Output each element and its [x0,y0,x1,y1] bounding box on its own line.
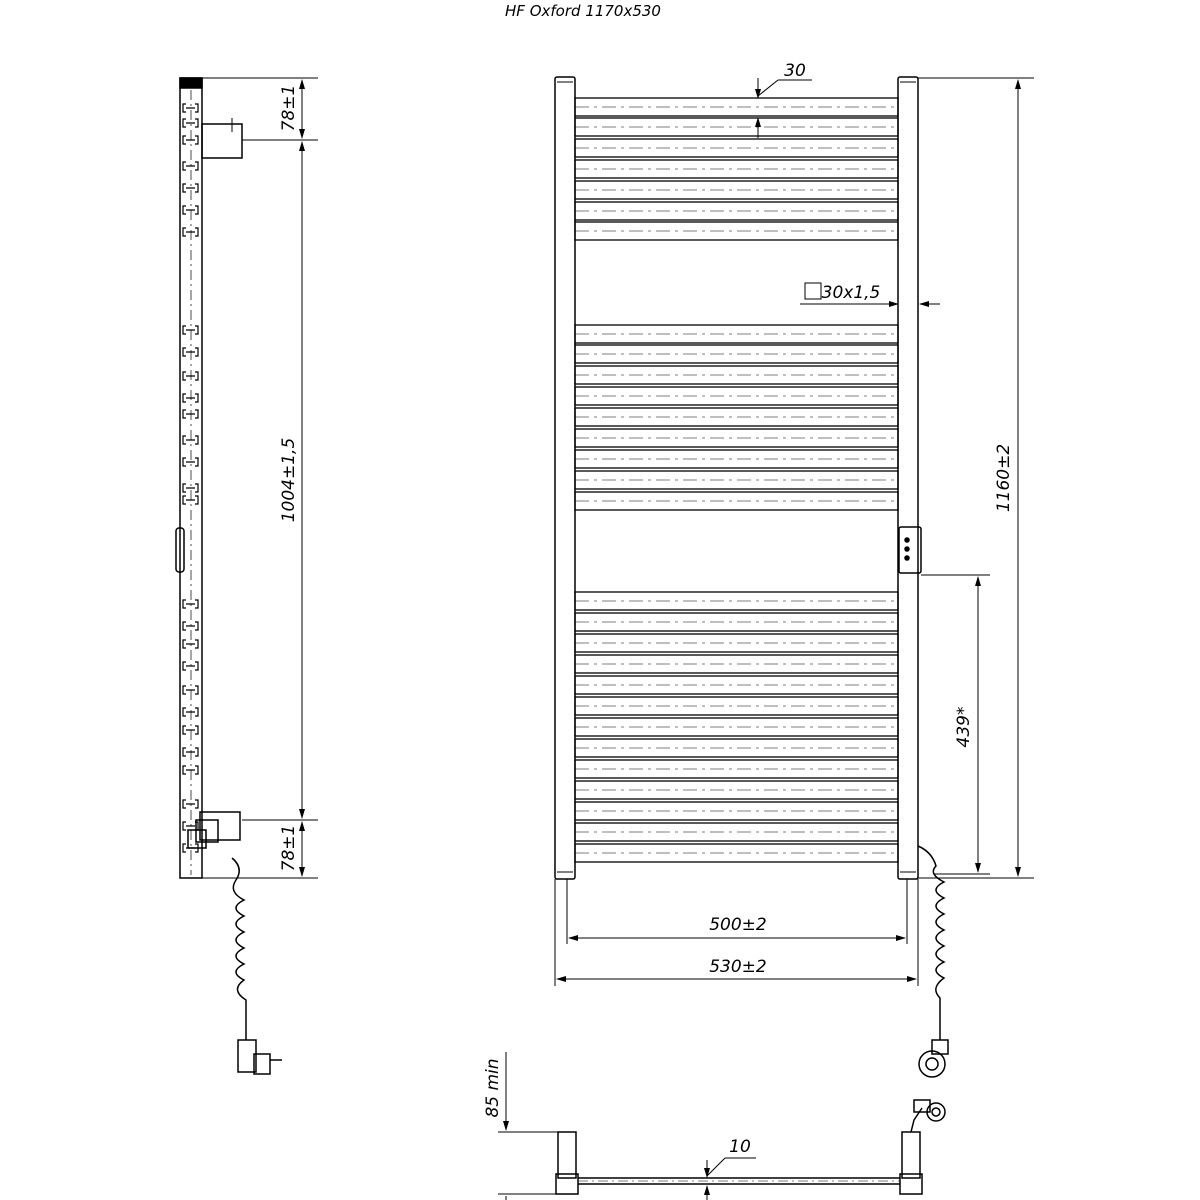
control-button-middle [905,547,909,551]
side-fitting-mark [183,119,198,127]
side-fitting-mark [183,708,198,716]
side-fitting-mark [183,686,198,694]
label-rail-spacing: 30 [784,61,806,81]
side-dimensions [202,78,318,878]
label-connection-height: 1004±1,5 [279,437,299,523]
side-fitting-mark [183,372,198,380]
label-inner-width: 500±2 [709,915,767,935]
top-left-base [556,1174,578,1194]
side-fitting-mark [183,766,198,774]
label-top-offset: 78±1 [279,84,299,132]
top-bracket [202,124,242,158]
side-fitting-mark [183,436,198,444]
label-total-height: 1160±2 [994,443,1014,513]
top-left-post [558,1132,576,1178]
side-fitting-mark [183,410,198,418]
side-fitting-mark [183,394,198,402]
side-fitting-mark [183,640,198,648]
side-fitting-mark [183,496,198,504]
side-fitting-mark [183,484,198,492]
side-fitting-mark [183,206,198,214]
side-fitting-mark [183,662,198,670]
top-plug-inner [932,1108,940,1116]
side-top-cap [180,78,202,88]
leader-rail-spacing [758,80,778,96]
label-cable-height: 439* [954,706,974,748]
side-fittings [183,104,198,852]
side-fitting-mark [183,458,198,466]
square-symbol [805,283,821,299]
front-plug [919,1051,945,1077]
side-fitting-mark [183,726,198,734]
side-coil-cable [232,858,246,1040]
control-button-bottom [905,556,909,560]
label-floor-clearance: 85 min [483,1058,503,1118]
top-right-post [902,1132,920,1178]
side-fitting-mark [183,600,198,608]
control-button-top [905,538,909,542]
leader-wall-gap [707,1158,725,1176]
label-profile: 30x1,5 [821,283,881,303]
side-view [176,78,282,1074]
side-fitting-mark [183,184,198,192]
drawing-title: HF Oxford 1170x530 [505,2,661,20]
side-fitting-mark [183,326,198,334]
left-column [555,77,575,879]
front-plug-inner [926,1058,938,1070]
side-fitting-mark [183,162,198,170]
label-bottom-offset: 78±1 [279,824,299,872]
front-dimensions [555,78,1034,986]
side-fitting-mark [183,136,198,144]
side-fitting-mark [183,104,198,112]
side-fitting-mark [183,748,198,756]
side-fitting-mark [183,622,198,630]
front-coil-cable [918,846,944,1040]
label-wall-gap: 10 [729,1137,751,1157]
side-fitting-mark [183,228,198,236]
side-fitting-mark [183,348,198,356]
right-column [898,77,918,879]
side-fitting-mark [183,800,198,808]
rails [575,98,898,862]
label-total-width: 530±2 [709,957,767,977]
top-right-base [900,1174,922,1194]
